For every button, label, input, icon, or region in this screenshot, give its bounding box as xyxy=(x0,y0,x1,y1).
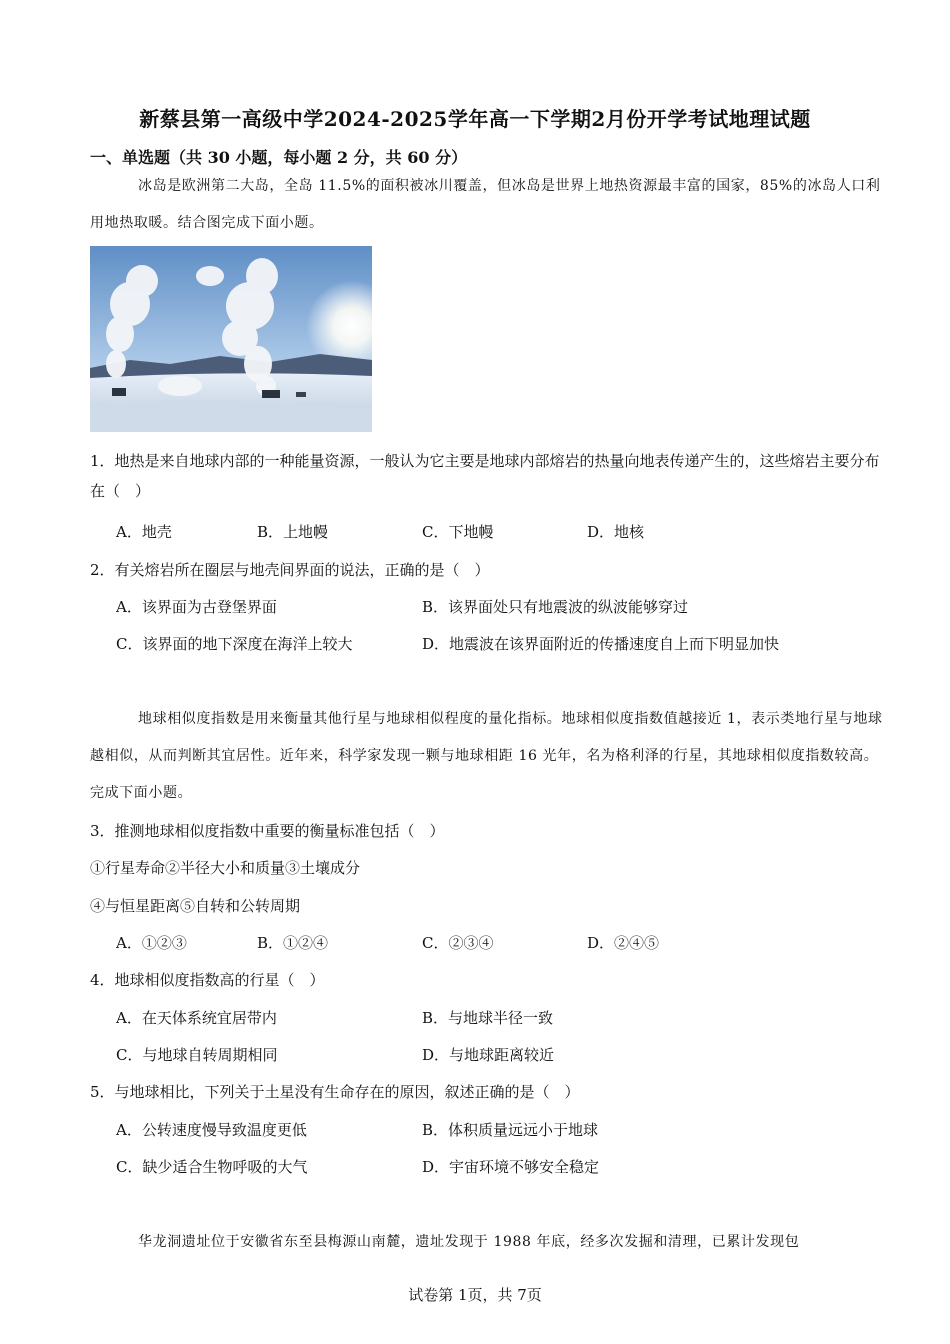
option-a[interactable]: A．在天体系统宜居带内 xyxy=(116,1009,277,1027)
question-5-stem: 5．与地球相比，下列关于土星没有生命存在的原因，叙述正确的是（ ） xyxy=(90,1083,580,1101)
option-b[interactable]: B．该界面处只有地震波的纵波能够穿过 xyxy=(422,598,689,616)
option-d[interactable]: D．地震波在该界面附近的传播速度自上而下明显加快 xyxy=(422,635,780,653)
geothermal-plant-photo xyxy=(90,246,372,432)
passage-earth-similarity: 地球相似度指数是用来衡量其他行星与地球相似程度的量化指标。地球相似度指数值越接近 1，表示类地行星与地球越相似，从而判断其宜居性。近年来，科学家发现一颗与地球相距 16 光年，名为格利泽的行星，其地球相似度指数较高。完成下面小题。 xyxy=(90,711,883,801)
passage-iceland: 冰岛是欧洲第二大岛，全岛 11.5%的面积被冰川覆盖，但冰岛是世界上地热资源最丰富的国家，85%的冰岛人口利用地热取暖。结合图完成下面小题。 xyxy=(90,178,881,231)
question-4-stem: 4．地球相似度指数高的行星（ ） xyxy=(90,971,325,989)
option-d[interactable]: D．②④⑤ xyxy=(587,934,660,952)
page-title: 新蔡县第一高级中学2024-2025学年高一下学期2月份开学考试地理试题 xyxy=(139,107,811,131)
section-heading: 一、单选题（共 30 小题，每小题 2 分，共 60 分） xyxy=(90,148,468,167)
question-1-options xyxy=(116,521,896,545)
question-3-stem: 3．推测地球相似度指数中重要的衡量标准包括（ ） xyxy=(90,822,445,840)
option-c[interactable]: C．该界面的地下深度在海洋上较大 xyxy=(116,635,353,653)
question-4-options-row2 xyxy=(116,1044,896,1068)
option-d[interactable]: D．宇宙环境不够安全稳定 xyxy=(422,1158,600,1176)
option-a[interactable]: A．该界面为古登堡界面 xyxy=(116,598,277,616)
question-1-stem: 1．地热是来自地球内部的一种能量资源，一般认为它主要是地球内部熔岩的热量向地表传递产生的，这些熔岩主要分布在（ ） xyxy=(90,452,880,500)
question-3-line2: ④与恒星距离⑤自转和公转周期 xyxy=(90,897,301,915)
option-c[interactable]: C．与地球自转周期相同 xyxy=(116,1046,278,1064)
page-footer: 试卷第 1页，共 7页 xyxy=(408,1286,542,1304)
question-4-options-row1 xyxy=(116,1007,896,1031)
option-d[interactable]: D．与地球距离较近 xyxy=(422,1046,555,1064)
question-3-line1: ①行星寿命②半径大小和质量③土壤成分 xyxy=(90,859,361,877)
option-a[interactable]: A．地壳 xyxy=(116,523,172,541)
question-5-options-row1 xyxy=(116,1119,896,1143)
option-a[interactable]: A．公转速度慢导致温度更低 xyxy=(116,1121,307,1139)
option-b[interactable]: B．与地球半径一致 xyxy=(422,1009,554,1027)
option-b[interactable]: B．①②④ xyxy=(257,934,329,952)
option-c[interactable]: C．下地幔 xyxy=(422,523,494,541)
option-c[interactable]: C．②③④ xyxy=(422,934,494,952)
question-3-options xyxy=(116,932,896,956)
question-2-options-row1 xyxy=(116,596,896,620)
option-b[interactable]: B．体积质量远远小于地球 xyxy=(422,1121,599,1139)
question-5-options-row2 xyxy=(116,1156,896,1180)
option-c[interactable]: C．缺少适合生物呼吸的大气 xyxy=(116,1158,308,1176)
option-d[interactable]: D．地核 xyxy=(587,523,645,541)
option-b[interactable]: B．上地幔 xyxy=(257,523,329,541)
passage-hualong-cave: 华龙洞遗址位于安徽省东至县梅源山南麓，遗址发现于 1988 年底，经多次发掘和清理，已累计发现包 xyxy=(138,1234,800,1250)
question-2-options-row2 xyxy=(116,633,896,657)
question-2-stem: 2．有关熔岩所在圈层与地壳间界面的说法，正确的是（ ） xyxy=(90,561,490,579)
option-a[interactable]: A．①②③ xyxy=(116,934,187,952)
